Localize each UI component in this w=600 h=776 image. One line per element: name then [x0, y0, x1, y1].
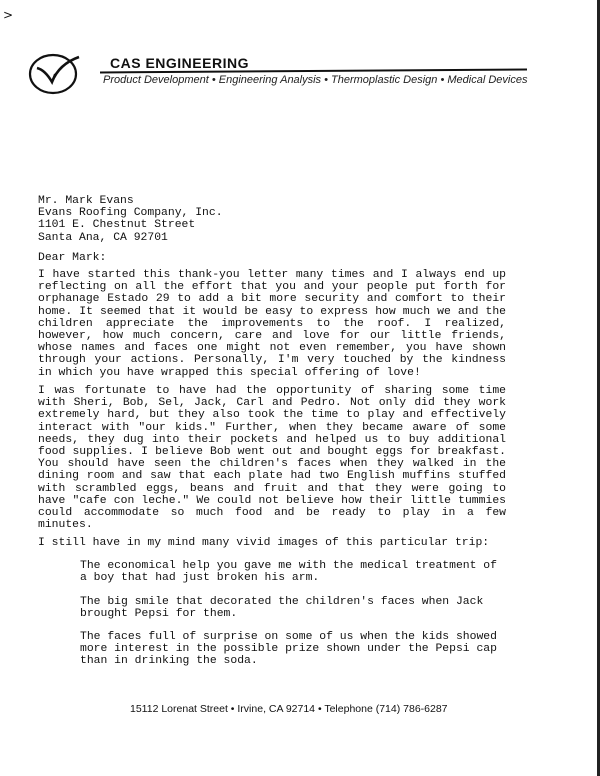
body-paragraph-2: I was fortunate to have had the opportunity of sharing some time with Sheri, Bob, Sel, Jack, Carl and Pedro. Not only did they work extremely hard, but they also took the time to play and effectively interact with "our kids." Further, when they became aware of some needs, they dug into their pockets and helped us to buy additional food supplies. I believe Bob went out and bought eggs for breakfast. You should have seen the children's faces when they walked in the dining room and saw that each plate had two English muffins stuffed with scrambled eggs, beans and fruit and that they were going to have "cafe con leche." We could not believe how their little tummies could accommodate so much food and be ready to play in a few minutes.: [38, 385, 506, 532]
recipient-street: 1101 E. Chestnut Street: [38, 219, 196, 232]
recipient-company: Evans Roofing Company, Inc.: [38, 207, 223, 220]
memory-item: The faces full of surprise on some of us when the kids showed more interest in the possible prize shown under the Pepsi cap than in drinking the soda.: [80, 631, 497, 668]
memory-item: The big smile that decorated the children's faces when Jack brought Pepsi for them.: [80, 596, 484, 621]
company-name: CAS ENGINEERING: [110, 55, 249, 71]
company-address-footer: 15112 Lorenat Street • Irvine, CA 92714 • Telephone (714) 786-6287: [130, 703, 448, 715]
body-paragraph-3: I still have in my mind many vivid images of this particular trip:: [38, 537, 490, 549]
scan-mark: >: [3, 8, 14, 22]
body-paragraph-1: I have started this thank-you letter many times and I always end up reflecting on all the effort that you and your people put forth for orphanage Estado 29 to add a bit more security and comfort to their home. It seemed that it would be easy to express how much we and the children appreciate the improvements to the roof. I realized, however, how much concern, care and love for our little friends, whose names and faces one might not even remember, you have shown through your actions. Personally, I'm very touched by the kindness in which you have wrapped this special offering of love!: [38, 269, 506, 379]
salutation: Dear Mark:: [38, 252, 107, 264]
recipient-name: Mr. Mark Evans: [38, 195, 134, 207]
company-tagline: Product Development • Engineering Analysis • Thermoplastic Design • Medical Devices: [103, 74, 528, 86]
recipient-city: Santa Ana, CA 92701: [38, 231, 168, 244]
recipient-address: [38, 195, 223, 244]
memory-item: The economical help you gave me with the medical treatment of a boy that had just broken his arm.: [80, 560, 497, 585]
company-logo-icon: [27, 50, 83, 98]
